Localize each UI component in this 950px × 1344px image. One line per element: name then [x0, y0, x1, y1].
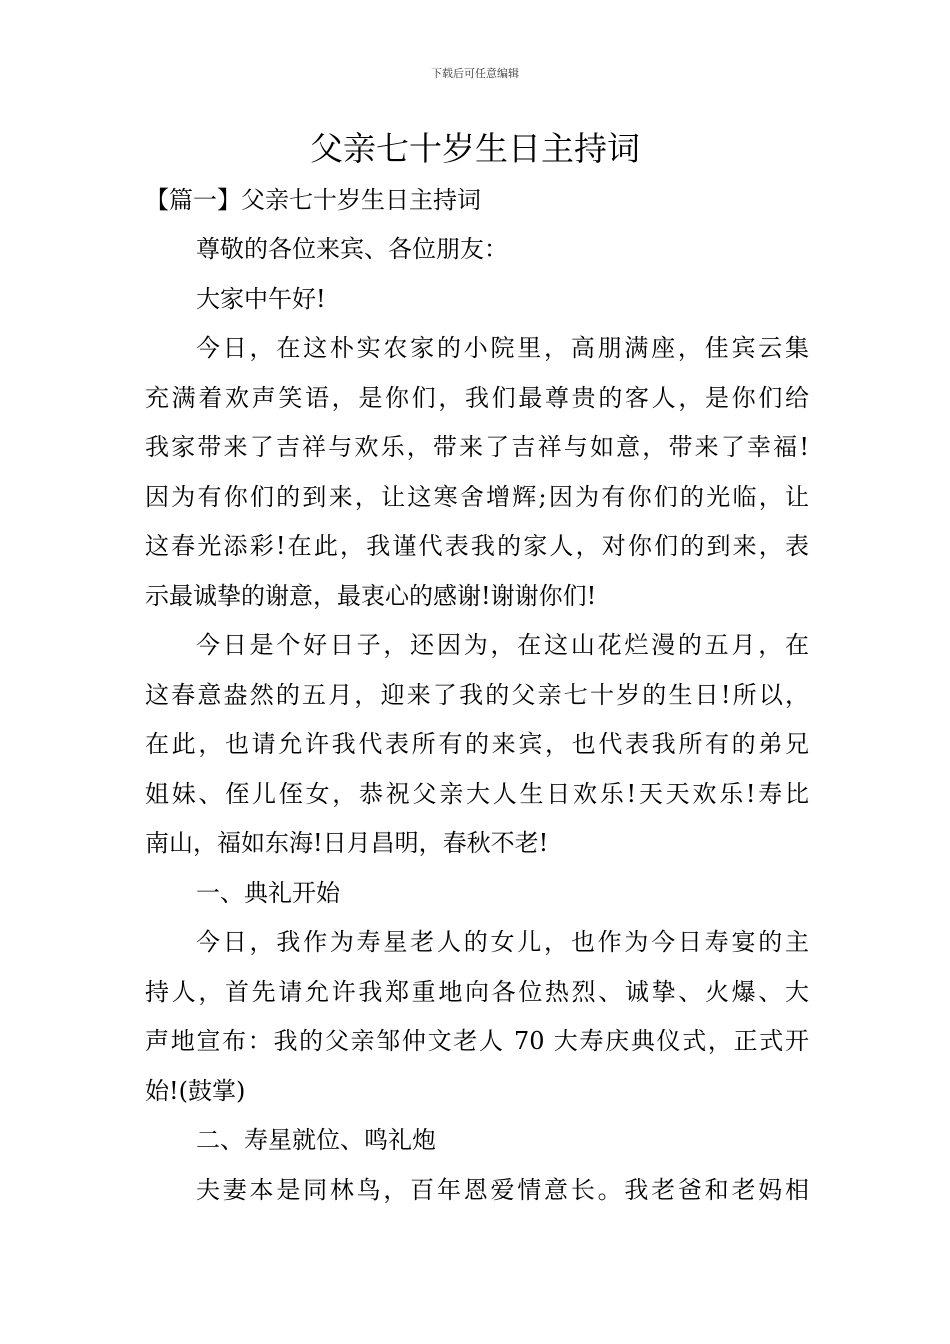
text-line: 二、寿星就位、鸣礼炮	[196, 1126, 436, 1154]
text-line: 今日，在这朴实农家的小院里，高朋满座，佳宾云集	[196, 334, 809, 362]
section-heading: 【篇一】父亲七十岁生日主持词	[145, 186, 481, 214]
text-line: 持人，首先请允许我郑重地向各位热烈、诚挚、火爆、大	[145, 977, 809, 1006]
text-line: 尊敬的各位来宾、各位朋友：	[196, 235, 508, 263]
text-line: 大家中午好!	[196, 284, 326, 313]
text-line: 因为有你们的到来，让这寒舍增辉;因为有你们的光临，让	[145, 482, 809, 511]
text-line: 示最诚挚的谢意，最衷心的感谢!谢谢你们!	[145, 581, 597, 610]
paragraph-lines	[145, 225, 809, 1215]
document-title: 父亲七十岁生日主持词	[310, 129, 640, 168]
text-line: 在此，也请允许我代表所有的来宾，也代表我所有的弟兄	[145, 730, 809, 758]
text-line: 始!(鼓掌)	[145, 1076, 246, 1105]
text-line: 南山，福如东海!日月昌明，春秋不老!	[145, 829, 549, 857]
text-line: 一、典礼开始	[196, 878, 340, 907]
text-line: 姐妹、侄儿侄女，恭祝父亲大人生日欢乐!天天欢乐!寿比	[145, 779, 809, 808]
page-header-note: 下载后可任意编辑	[431, 67, 519, 80]
text-line: 今日是个好日子，还因为，在这山花烂漫的五月，在	[196, 631, 809, 659]
text-line: 夫妻本是同林鸟，百年恩爱情意长。我老爸和老妈相	[196, 1175, 809, 1204]
text-line: 声地宣布：我的父亲邹仲文老人 70 大寿庆典仪式，正式开	[145, 1027, 809, 1055]
document-body	[145, 176, 809, 1215]
text-line: 这春意盎然的五月，迎来了我的父亲七十岁的生日!所以，	[145, 680, 809, 709]
text-line: 这春光添彩!在此，我谨代表我的家人，对你们的到来，表	[145, 532, 809, 560]
text-line: 我家带来了吉祥与欢乐，带来了吉祥与如意，带来了幸福!	[145, 433, 809, 461]
text-line: 充满着欢声笑语，是你们，我们最尊贵的客人，是你们给	[145, 383, 809, 412]
text-line: 今日，我作为寿星老人的女儿，也作为今日寿宴的主	[196, 928, 809, 956]
